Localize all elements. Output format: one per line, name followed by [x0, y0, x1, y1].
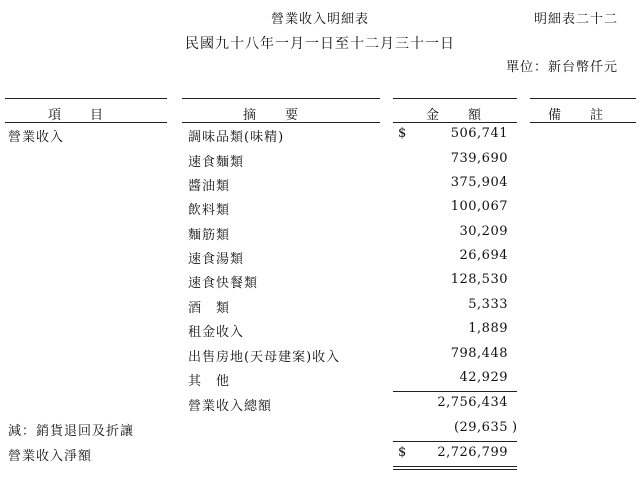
summary-cell: 其 他 — [188, 374, 231, 389]
amount-cell: 5,333 — [468, 297, 508, 312]
summary-cell: 酒 類 — [188, 301, 231, 316]
deduction-close-paren: ) — [512, 420, 519, 435]
summary-cell: 租金收入 — [188, 325, 245, 340]
currency-unit: 單位：新台幣仟元 — [505, 60, 618, 75]
summary-cell: 麵筋類 — [188, 228, 231, 243]
net-top-rule — [393, 441, 517, 442]
amount-cell: 375,904 — [450, 175, 508, 190]
net-amount: 2,726,799 — [437, 445, 508, 460]
header-top-rule — [182, 98, 380, 99]
amount-cell: 506,741 — [450, 126, 508, 141]
column-header-amount: 金 額 — [426, 108, 483, 123]
table-number: 明細表二十二 — [533, 12, 618, 27]
deduction-label: 減：銷貨退回及折讓 — [8, 424, 135, 439]
amount-cell: 42,929 — [459, 370, 508, 385]
net-label: 營業收入淨額 — [8, 449, 93, 464]
header-top-rule — [530, 98, 636, 99]
summary-cell: 速食麵類 — [188, 155, 245, 170]
header-bottom-rule — [5, 122, 167, 123]
summary-cell: 調味品類(味精) — [188, 130, 285, 145]
deduction-amount: (29,635 — [453, 420, 508, 435]
summary-cell: 醬油類 — [188, 179, 231, 194]
amount-cell: 798,448 — [450, 346, 508, 361]
item-label-revenue: 營業收入 — [8, 130, 65, 145]
header-bottom-rule — [393, 122, 517, 123]
total-label: 營業收入總額 — [188, 399, 273, 414]
summary-cell: 速食快餐類 — [188, 276, 259, 291]
column-header-item: 項 目 — [48, 108, 105, 123]
header-top-rule — [393, 98, 517, 99]
column-header-remark: 備 註 — [548, 108, 605, 123]
summary-cell: 飲料類 — [188, 203, 231, 218]
statement-title: 營業收入明細表 — [270, 12, 369, 27]
amount-cell: 128,530 — [450, 272, 508, 287]
header-bottom-rule — [182, 122, 380, 123]
amount-cell: 100,067 — [450, 199, 508, 214]
summary-cell: 出售房地(天母建案)收入 — [188, 350, 341, 365]
amount-cell: 1,889 — [468, 321, 508, 336]
subtotal-rule — [393, 391, 517, 392]
total-amount: 2,756,434 — [437, 395, 508, 410]
amount-cell: 26,694 — [459, 248, 508, 263]
reporting-period: 民國九十八年一月一日至十二月三十一日 — [185, 36, 455, 52]
amount-cell: 739,690 — [450, 151, 508, 166]
amount-cell: 30,209 — [459, 224, 508, 239]
net-currency-symbol: $ — [398, 445, 408, 460]
net-double-rule-bottom — [393, 469, 517, 470]
header-bottom-rule — [530, 122, 636, 123]
currency-symbol: $ — [398, 126, 408, 141]
column-header-summary: 摘 要 — [243, 108, 300, 123]
net-double-rule-top — [393, 466, 517, 467]
summary-cell: 速食湯類 — [188, 252, 245, 267]
header-top-rule — [5, 98, 167, 99]
